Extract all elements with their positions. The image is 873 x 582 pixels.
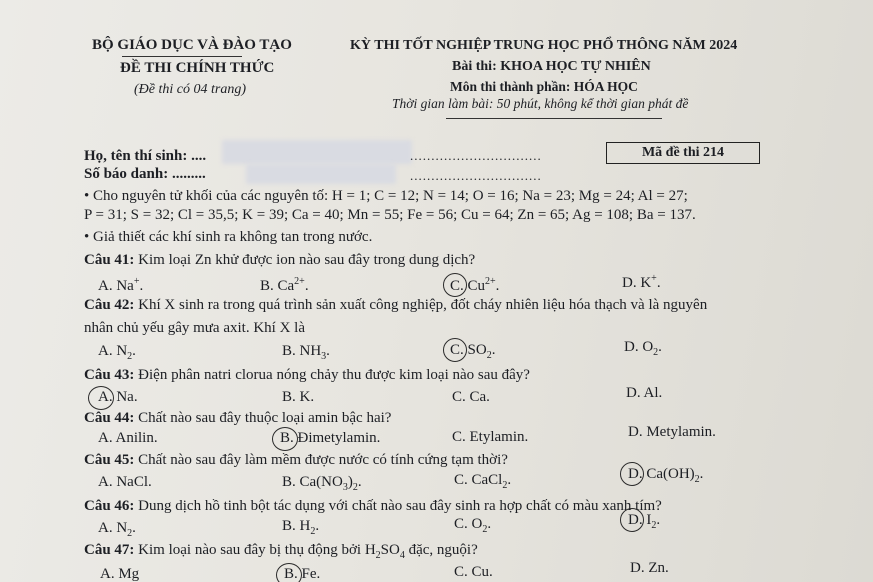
question-text: Khí X sinh ra trong quá trình sản xuất công nghiệp, đốt cháy nhiên liệu hóa thạch và là nguyên (134, 297, 708, 313)
q41-option-d[interactable]: D. K+. (622, 273, 661, 291)
q41-option-a[interactable]: A. Na+. (98, 276, 144, 294)
question-label: Câu 47: (84, 542, 135, 558)
time-line: Thời gian làm bài: 50 phút, không kể thời gian phát đề (392, 96, 689, 111)
question-text: Chất nào sau đây thuộc loại amin bậc hai? (134, 410, 392, 426)
q42-option-d[interactable]: D. $O_2$. (624, 339, 662, 358)
q47-option-a[interactable]: A. Mg (100, 566, 140, 582)
subject-line: Bài thi: KHOA HỌC TỰ NHIÊN (452, 59, 651, 74)
official-label: ĐỀ THI CHÍNH THỨC (120, 60, 275, 76)
answer-circle-q47 (276, 563, 302, 582)
q45-option-c[interactable]: C. CaCl$_2$. (454, 472, 512, 491)
answer-circle-q44 (272, 427, 298, 451)
q43-option-b[interactable]: B. K. (282, 389, 315, 405)
q46-option-d[interactable]: D. $I_2$. (628, 512, 661, 531)
redacted-name (222, 140, 412, 164)
question-label: Câu 43: (84, 367, 135, 383)
candidate-name-label: Họ, tên thí sinh: .... (84, 148, 207, 164)
q47-option-b[interactable]: B. Fe. (284, 566, 321, 582)
atomic-mass-note-1: • Cho nguyên tử khối của các nguyên tố: H = 1; C = 12; N = 14; O = 16; Na = 23; Mg = 24; Al = 27; (84, 188, 688, 204)
q44-option-b[interactable]: B. Đimetylamin. (280, 430, 381, 446)
q47-option-d[interactable]: D. Zn. (630, 560, 669, 576)
q43-option-d[interactable]: D. Al. (626, 385, 663, 401)
question-label: Câu 45: (84, 452, 135, 468)
redacted-id (246, 164, 396, 184)
q43-option-a[interactable]: A. Na. (98, 389, 138, 405)
q46-option-c[interactable]: C. $O_2$. (454, 516, 492, 535)
q41-option-b[interactable]: B. $Ca^{2+}$. (260, 276, 309, 294)
question-label: Câu 46: (84, 498, 135, 514)
q44-option-c[interactable]: C. Etylamin. (452, 429, 529, 445)
candidate-id-label: Số báo danh: ......... (84, 166, 206, 182)
gas-note: • Giả thiết các khí sinh ra không tan trong nước. (84, 229, 373, 245)
id-dots: ............................... (410, 168, 542, 183)
answer-circle-q42 (443, 338, 467, 362)
question-42-line-2: nhân chủ yếu gây mưa axit. Khí X là (84, 320, 305, 336)
q47-option-c[interactable]: C. Cu. (454, 564, 493, 580)
answer-circle-q41 (443, 273, 467, 297)
ministry-underline (122, 56, 242, 57)
q46-option-b[interactable]: B. $H_2$. (282, 518, 320, 537)
answer-circle-q45 (620, 462, 644, 486)
atomic-mass-note-2: P = 31; S = 32; Cl = 35,5; K = 39; Ca = 40; Mn = 55; Fe = 56; Cu = 64; Zn = 65; Ag = 108; Ba = 137. (84, 207, 696, 223)
question-text: Dung dịch hồ tinh bột tác dụng với chất nào sau đây sinh ra hợp chất có màu xanh tím? (134, 498, 662, 514)
q42-option-c[interactable]: C. $SO_2$. (450, 342, 496, 361)
question-43 (84, 367, 530, 384)
q46-option-a[interactable]: A. $N_2$. (98, 520, 136, 539)
q43-option-c[interactable]: C. Ca. (452, 389, 490, 405)
q42-option-b[interactable]: B. $NH_3$. (282, 343, 330, 362)
question-41 (84, 252, 475, 269)
question-label: Câu 44: (84, 410, 135, 426)
answer-circle-q43 (88, 386, 114, 410)
q44-option-d[interactable]: D. Metylamin. (628, 424, 716, 440)
q42-option-a[interactable]: A. $N_2$. (98, 343, 136, 362)
question-42 (84, 297, 707, 314)
question-44 (84, 410, 391, 427)
q44-option-a[interactable]: A. Anilin. (98, 430, 158, 446)
page-count: (Đề thi có 04 trang) (134, 82, 246, 97)
question-text: Chất nào sau đây làm mềm được nước có tính cứng tạm thời? (134, 452, 508, 468)
question-label: Câu 41: (84, 252, 135, 268)
question-text: Điện phân natri clorua nóng chảy thu được kim loại nào sau đây? (134, 367, 530, 383)
question-47: Câu 47: Kim loại nào sau đây bị thụ động bởi $H_2SO_4$ đặc, nguội? (84, 542, 478, 561)
q45-option-b[interactable]: B. $Ca(NO_3)_2$. (282, 474, 362, 493)
q45-option-d[interactable]: D. $Ca(OH)_2$. (628, 466, 704, 485)
question-text: Kim loại Zn khử được ion nào sau đây trong dung dịch? (134, 252, 476, 268)
exam-title: KỲ THI TỐT NGHIỆP TRUNG HỌC PHỔ THÔNG NĂM 2024 (350, 38, 738, 53)
question-label: Câu 42: (84, 297, 135, 313)
name-dots: ............................... (410, 148, 542, 163)
time-underline (446, 118, 662, 119)
ministry-name: BỘ GIÁO DỤC VÀ ĐÀO TẠO (92, 37, 292, 53)
component-line: Môn thi thành phần: HÓA HỌC (450, 79, 638, 94)
exam-code-box: Mã đề thi 214 (606, 142, 760, 164)
q45-option-a[interactable]: A. NaCl. (98, 474, 152, 490)
answer-circle-q46 (620, 508, 644, 532)
question-45 (84, 452, 508, 469)
q41-option-c[interactable]: C. $Cu^{2+}$. (450, 276, 500, 294)
question-46 (84, 498, 662, 515)
